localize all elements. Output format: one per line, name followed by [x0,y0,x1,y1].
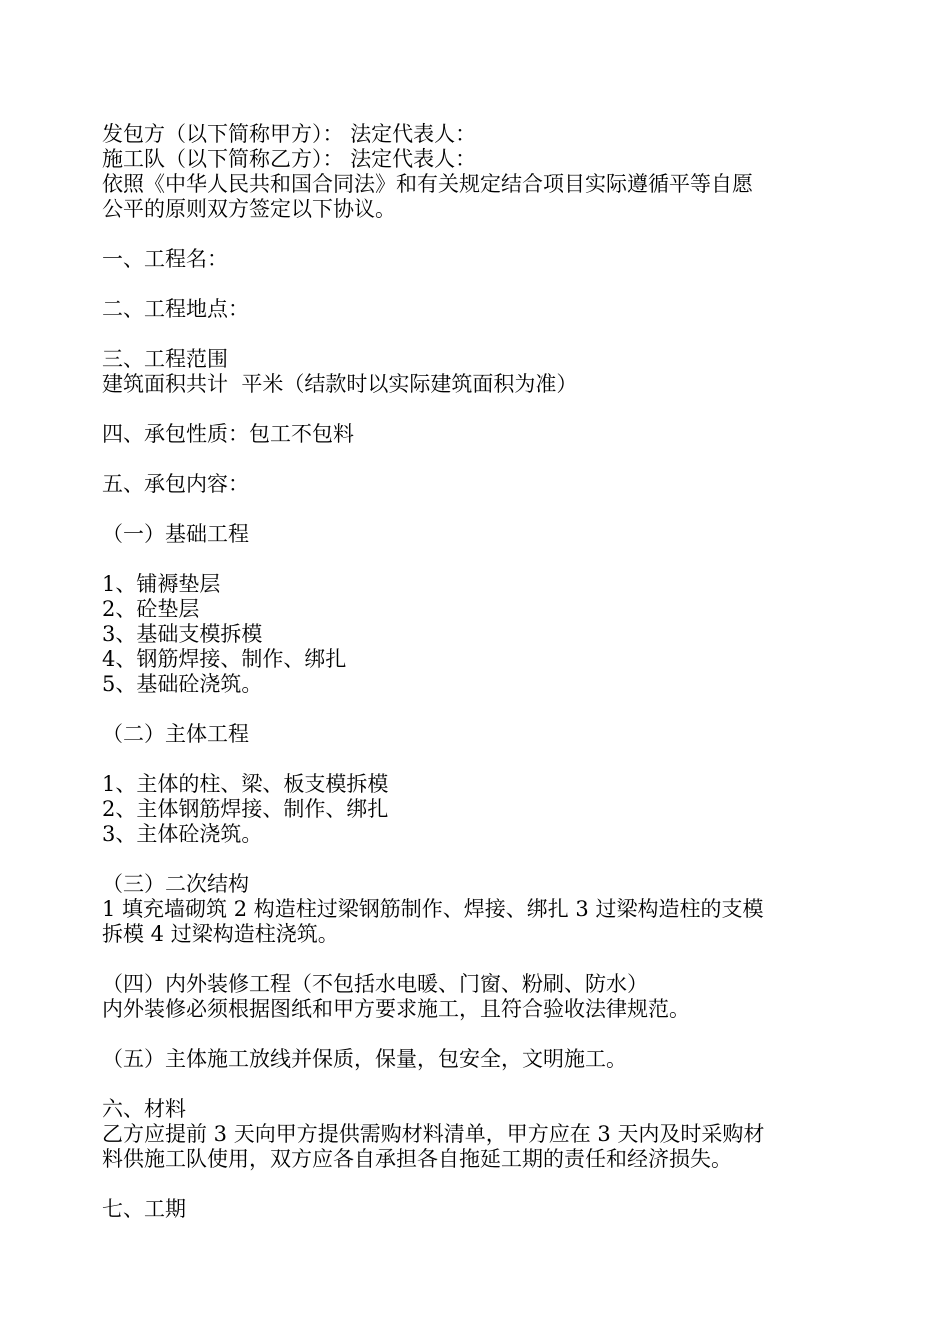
party-a-rep-label: 法定代表人： [350,122,477,146]
list-item: 4、钢筋焊接、制作、绑扎 [102,647,347,671]
section-2-heading: 二、工程地点： [102,297,249,321]
party-a-line [102,122,862,147]
subsection-5-3-body-1: 1 填充墙砌筑 2 构造柱过梁钢筋制作、焊接、绑扎 3 过梁构造柱的支模 [102,897,764,921]
section-6-body-1: 乙方应提前 3 天向甲方提供需购材料清单，甲方应在 3 天内及时采购材 [102,1122,765,1146]
section-6-body-2: 料供施工队使用，双方应各自承担各自拖延工期的责任和经济损失。 [102,1147,732,1171]
list-item: 2、主体钢筋焊接、制作、绑扎 [102,797,389,821]
section-7-heading: 七、工期 [102,1197,186,1221]
subsection-5-4-body: 内外装修必须根据图纸和甲方要求施工，且符合验收法律规范。 [102,997,690,1021]
preamble-line-2: 公平的原则双方签定以下协议。 [102,197,396,221]
contract-document [102,122,862,1222]
section-4-heading: 四、承包性质：包工不包料 [102,422,354,446]
section-5-heading: 五、承包内容： [102,472,249,496]
list-item: 1、主体的柱、梁、板支模拆模 [102,772,389,796]
section-3-body: 建筑面积共计 平米（结款时以实际建筑面积为准） [102,372,578,396]
section-6-heading: 六、材料 [102,1097,186,1121]
party-b-label: 施工队（以下简称乙方）： [102,147,344,171]
section-1-heading: 一、工程名： [102,247,228,271]
subsection-5-3-body-2: 拆模 4 过梁构造柱浇筑。 [102,922,339,946]
party-b-rep-label: 法定代表人： [350,147,477,171]
list-item: 3、基础支模拆模 [102,622,263,646]
list-item: 3、主体砼浇筑。 [102,822,263,846]
subsection-5-2-heading: （二）主体工程 [102,722,249,746]
party-b-line [102,147,862,172]
section-3-heading: 三、工程范围 [102,347,228,371]
preamble-line-1: 依照《中华人民共和国合同法》和有关规定结合项目实际遵循平等自愿 [102,172,753,196]
list-item: 1、铺褥垫层 [102,572,221,596]
subsection-5-4-heading: （四）内外装修工程（不包括水电暖、门窗、粉刷、防水） [102,972,648,996]
list-item: 2、砼垫层 [102,597,200,621]
subsection-5-3-heading: （三）二次结构 [102,872,249,896]
subsection-5-5-heading: （五）主体施工放线并保质，保量，包安全，文明施工。 [102,1047,627,1071]
subsection-5-1-heading: （一）基础工程 [102,522,249,546]
list-item: 5、基础砼浇筑。 [102,672,263,696]
party-a-label: 发包方（以下简称甲方）： [102,122,344,146]
